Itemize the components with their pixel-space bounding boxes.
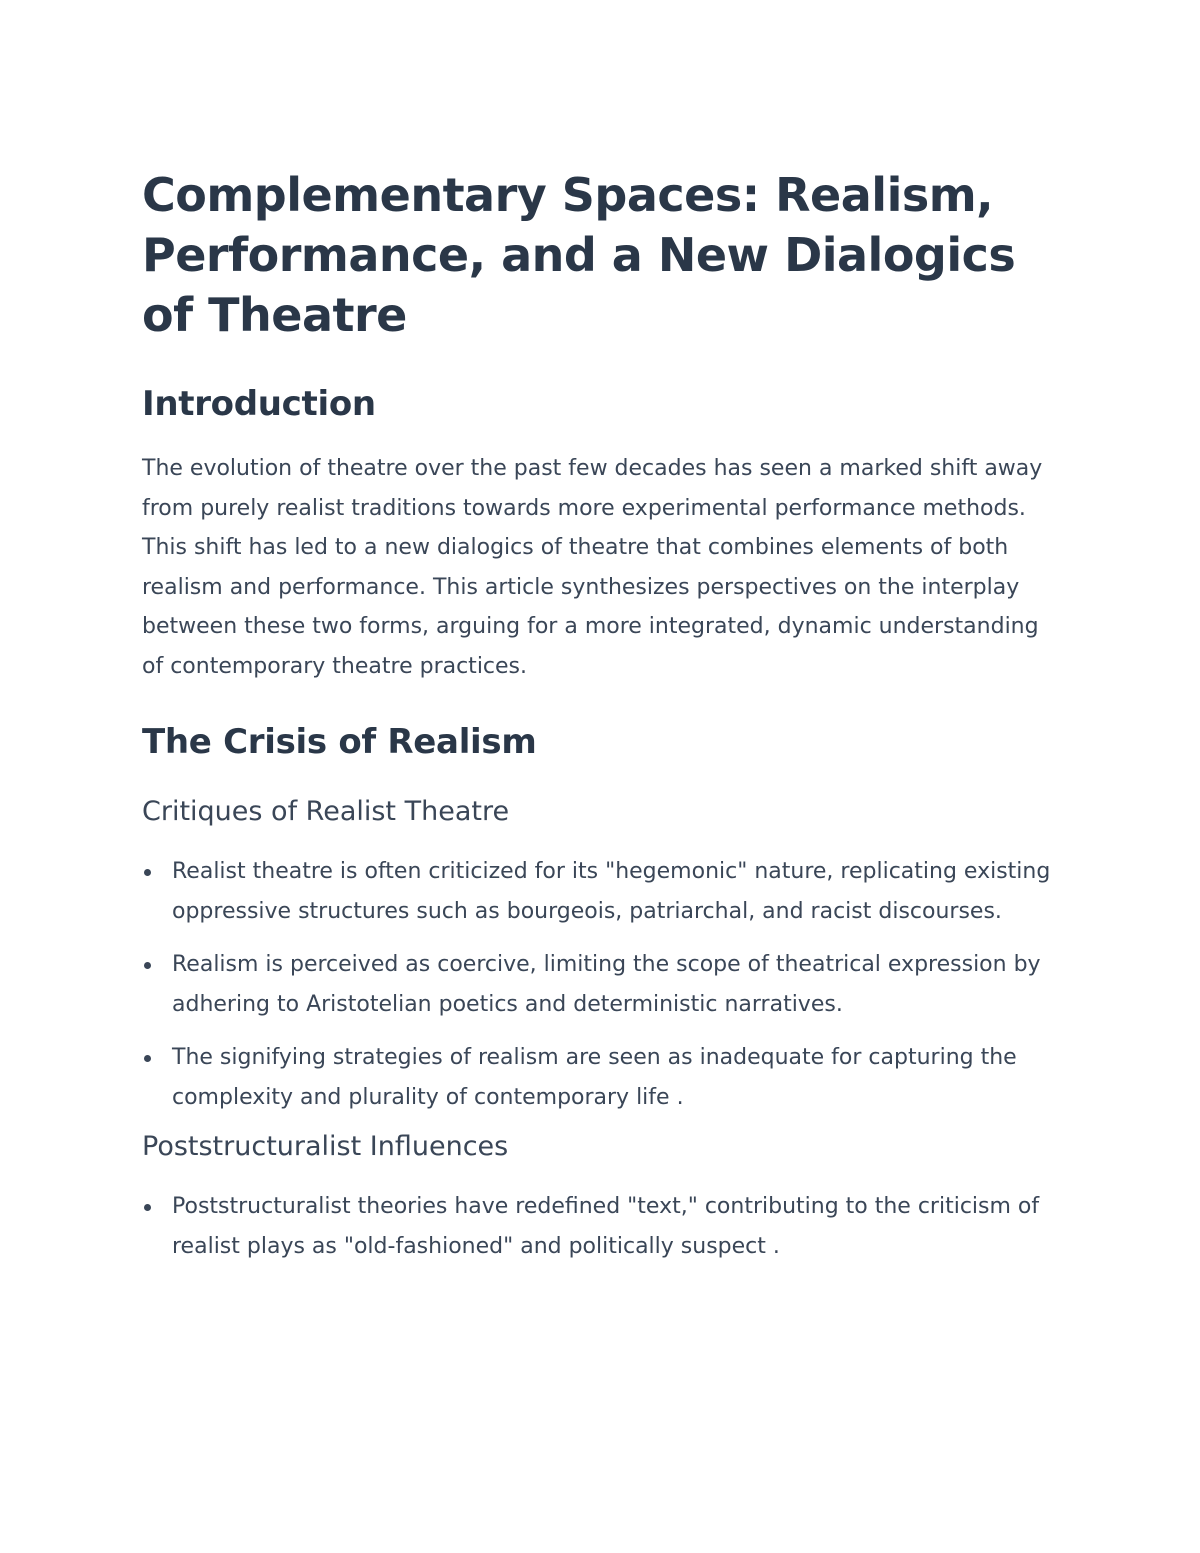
subsection-heading-poststructuralist: Poststructuralist Influences: [142, 1131, 509, 1162]
poststructuralist-bullet-list: [142, 1187, 1062, 1267]
subsection-heading-critiques: Critiques of Realist Theatre: [142, 796, 510, 827]
section-heading-crisis-of-realism: The Crisis of Realism: [142, 722, 537, 762]
bullet-item: Realism is perceived as coercive, limiting the scope of theatrical expression by adhering to Aristotelian poetics and deterministic narratives.: [142, 945, 1062, 1025]
section-heading-introduction: Introduction: [142, 384, 376, 424]
critiques-bullet-list: [142, 852, 1062, 1118]
document-title: Complementary Spaces: Realism, Performance, and a New Dialogics of Theatre: [142, 168, 1016, 342]
bullet-item: The signifying strategies of realism are seen as inadequate for capturing the complexity and plurality of contemporary life .: [142, 1038, 1062, 1118]
bullet-item: Realist theatre is often criticized for its "hegemonic" nature, replicating existing oppressive structures such as bourgeois, patriarchal, and racist discourses.: [142, 852, 1062, 932]
introduction-paragraph: The evolution of theatre over the past few decades has seen a marked shift away from purely realist traditions towards more experimental performance methods. This shift has led to a new dialogics of theatre that combines elements of both realism and performance. This article synthesizes perspectives on the interplay between these two forms, arguing for a more integrated, dynamic understanding of contemporary theatre practices.: [142, 456, 1043, 679]
document-page: [142, 165, 1062, 1267]
bullet-item: Poststructuralist theories have redefined "text," contributing to the criticism of realist plays as "old-fashioned" and politically suspect .: [142, 1187, 1062, 1267]
